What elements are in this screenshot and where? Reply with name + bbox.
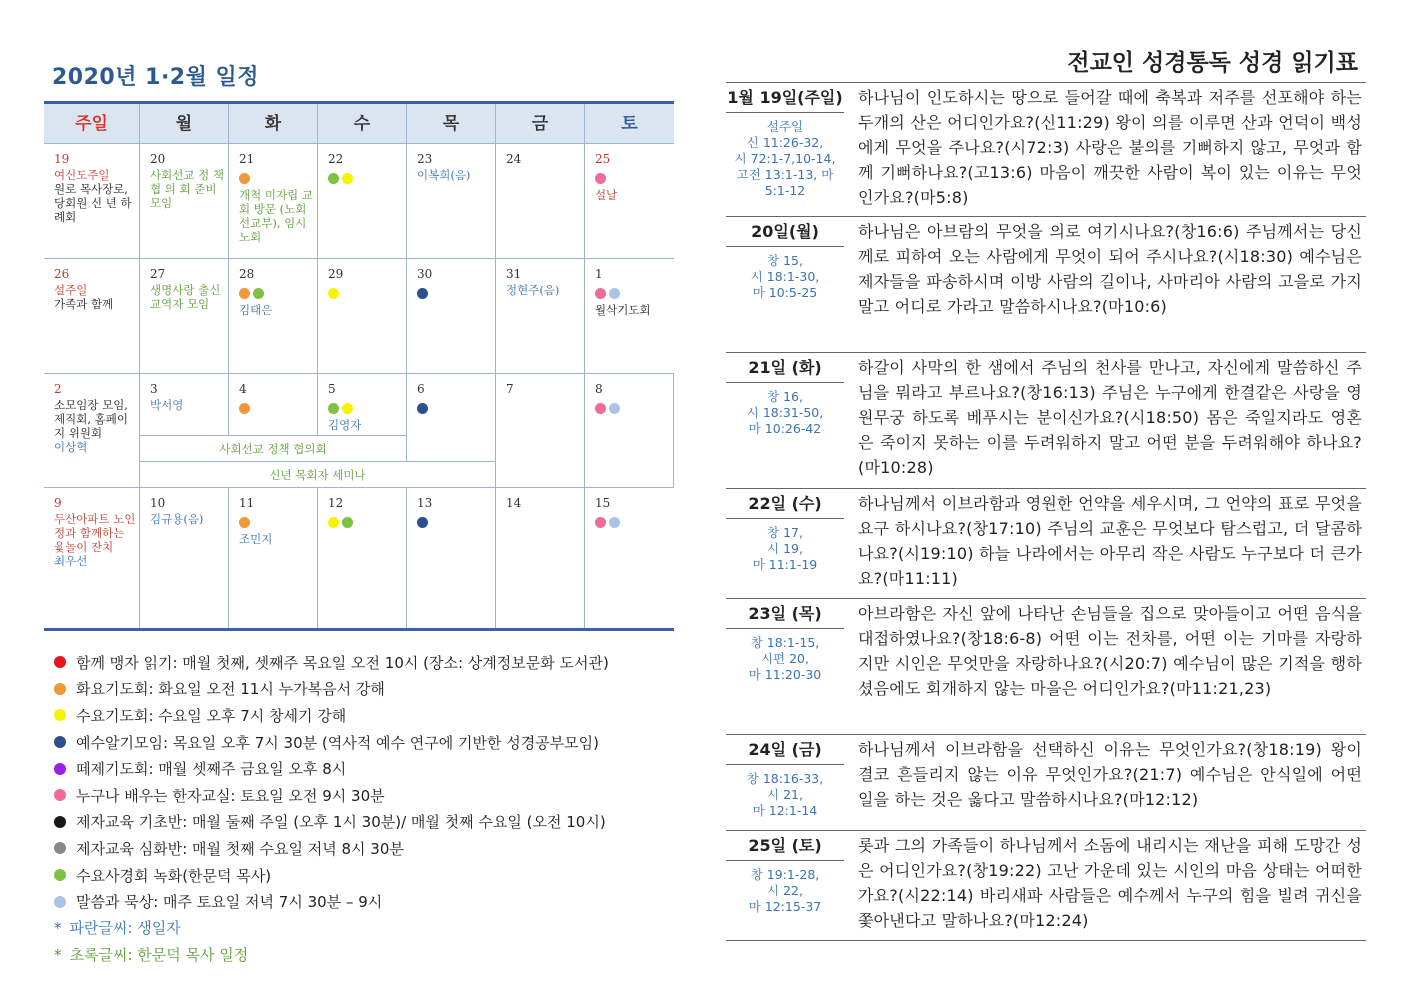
day-event-text: 김영자 xyxy=(328,418,362,432)
legend-text: 누구나 배우는 한자교실: 토요일 오전 9시 30분 xyxy=(76,786,385,805)
day-number: 4 xyxy=(239,382,247,396)
legend-item xyxy=(54,729,674,756)
reading-plan-section xyxy=(726,46,1366,941)
event-dot-icon xyxy=(239,517,250,528)
legend-item xyxy=(54,862,674,889)
calendar-day xyxy=(140,144,229,258)
calendar-day xyxy=(318,144,407,258)
legend-item xyxy=(54,676,674,703)
calendar-day xyxy=(140,259,229,373)
legend-text: 제자교육 기초반: 매월 둘째 주일 (오후 1시 30분)/ 매월 첫째 수요일 (오전 10시) xyxy=(76,813,606,832)
calendar-section xyxy=(44,58,674,968)
legend-items xyxy=(54,649,674,915)
day-number: 23 xyxy=(417,152,433,166)
reading-entry xyxy=(726,217,1366,353)
legend-dot-icon xyxy=(54,683,66,695)
day-number: 12 xyxy=(328,496,344,510)
calendar-weeks xyxy=(44,144,674,628)
day-event-text: 조민지 xyxy=(239,532,273,546)
day-event-text: 사회선교 정 책 협 의 회 준비모임 xyxy=(150,168,224,210)
event-dot-icon xyxy=(342,173,353,184)
day-number: 26 xyxy=(54,267,70,281)
event-dot-icon xyxy=(417,403,428,414)
reading-entry xyxy=(726,599,1366,735)
day-number: 6 xyxy=(417,382,425,396)
entry-date-column xyxy=(726,353,844,488)
calendar-day xyxy=(407,259,496,373)
entry-question-text: 아브라함은 자신 앞에 나타난 손님들을 집으로 맞아들이고 어떤 음식을 대접하였나요?(창18:6-8) 어떤 이는 전차를, 어떤 이는 기마를 자랑하지만 시인은 무엇만을 자랑하나요?(시20:7) 예수님이 많은 기적을 행하셨음에도 회개하지 않는 마을은 어디인가요?(마11:21,23) xyxy=(858,604,1362,698)
event-dots xyxy=(239,514,317,530)
legend xyxy=(44,649,674,968)
legend-item xyxy=(54,755,674,782)
day-event-text: 최우선 xyxy=(54,554,88,568)
event-dot-icon xyxy=(595,517,606,528)
event-dot-icon xyxy=(239,403,250,414)
event-dots xyxy=(417,514,495,530)
calendar-day xyxy=(318,259,407,373)
weekday-2: 화 xyxy=(229,104,318,143)
weekday-1: 월 xyxy=(140,104,229,143)
legend-item xyxy=(54,782,674,809)
entry-scripture-refs: 창 17, 시 19, 마 11:1-19 xyxy=(752,525,818,572)
entry-question-text: 하갈이 사막의 한 샘에서 주님의 천사를 만나고, 자신에게 말씀하신 주님을 뭐라고 부르나요?(창16:13) 주님은 누구에게 한결같은 사랑을 영원무궁 하도록 베푸시는 분이신가요?(시18:50) 몸은 죽일지라도 영혼은 죽이지 못하는 이를 두려워하지 말고 어떤 분을 두려워해야 하나요?(마10:28) xyxy=(858,358,1362,477)
event-dot-icon xyxy=(328,403,339,414)
legend-item xyxy=(54,888,674,915)
day-number: 24 xyxy=(506,152,522,166)
day-number: 15 xyxy=(595,496,611,510)
day-event-text: 이복희(음) xyxy=(417,168,471,182)
day-event-text: 이상혁 xyxy=(54,440,88,454)
day-number: 29 xyxy=(328,267,344,281)
day-number: 30 xyxy=(417,267,433,281)
entry-scripture-refs: 창 18:1-15, 시편 20, 마 11:20-30 xyxy=(748,635,822,682)
weekday-5: 금 xyxy=(496,104,585,143)
day-event-text: 정현주(음) xyxy=(506,283,560,297)
legend-note xyxy=(54,942,674,969)
legend-dot-icon xyxy=(54,763,66,775)
legend-dot-icon xyxy=(54,869,66,881)
entry-question-text: 하나님은 아브람의 무엇을 의로 여기시나요?(창16:6) 주님께서는 당신께로 피하여 오는 사람에게 무엇이 되어 주시나요?(시18:30) 예수님은 제자들을 파송하시며 이방 사람의 길이나, 사마리아 사람의 고을로 가지 말고 어디로 가라고 말씀하시나요?(마10:6) xyxy=(858,222,1362,316)
legend-text: 수요기도회: 수요일 오후 7시 창세기 강해 xyxy=(76,706,347,725)
legend-note-text: 파란글씨: 생일자 xyxy=(69,918,181,937)
day-number: 1 xyxy=(595,267,603,281)
event-dots xyxy=(417,400,495,416)
event-dot-icon xyxy=(342,517,353,528)
weekday-6: 토 xyxy=(621,114,638,134)
reading-entry xyxy=(726,735,1366,831)
day-event-text: 설날 xyxy=(595,188,618,202)
event-dots xyxy=(239,170,317,186)
day-number: 3 xyxy=(150,382,158,396)
reading-plan-title: 전교인 성경통독 성경 읽기표 xyxy=(1067,50,1358,76)
calendar-day xyxy=(496,488,585,628)
legend-dot-icon xyxy=(54,789,66,801)
weekday-3: 수 xyxy=(318,104,407,143)
calendar-day xyxy=(407,488,496,628)
event-dots xyxy=(239,285,317,301)
legend-dot-icon xyxy=(54,896,66,908)
calendar-title: 2020년 1·2월 일정 xyxy=(52,65,260,90)
calendar-day xyxy=(229,488,318,628)
day-event-text: 가족과 함께 xyxy=(54,297,114,311)
day-number: 14 xyxy=(506,496,522,510)
multi-day-event: 사회선교 정책 협의회 xyxy=(140,435,407,461)
day-number: 25 xyxy=(595,152,611,166)
weekday-0: 주일 xyxy=(44,104,140,143)
entry-scripture-refs: 창 16, 시 18:31-50, 마 10:26-42 xyxy=(746,389,824,436)
legend-text: 화요기도회: 화요일 오전 11시 누가복음서 강해 xyxy=(76,680,385,699)
day-number: 31 xyxy=(506,267,522,281)
event-dots xyxy=(417,285,495,301)
day-number: 13 xyxy=(417,496,433,510)
legend-dot-icon xyxy=(54,842,66,854)
entry-date: 20일(월) xyxy=(726,217,844,247)
day-number: 27 xyxy=(150,267,166,281)
reading-entry xyxy=(726,489,1366,599)
entry-date: 1월 19일(주일) xyxy=(726,83,844,113)
day-event-text: 박서영 xyxy=(150,398,184,412)
event-dots xyxy=(328,170,406,186)
event-dot-icon xyxy=(253,288,264,299)
day-event-text: 여신도주일 xyxy=(54,168,110,182)
calendar-day xyxy=(585,144,674,258)
event-dot-icon xyxy=(609,517,620,528)
event-dot-icon xyxy=(239,288,250,299)
day-number: 28 xyxy=(239,267,255,281)
asterisk-icon: * xyxy=(54,945,62,964)
legend-item xyxy=(54,835,674,862)
weekday-header xyxy=(44,104,674,144)
weekday-4: 목 xyxy=(407,104,496,143)
reading-plan-entries xyxy=(726,83,1366,941)
day-event-text: 김규용(음) xyxy=(150,512,204,526)
calendar-day xyxy=(44,259,140,373)
legend-text: 예수알기모임: 목요일 오후 7시 30분 (역사적 예수 연구에 기반한 성경공부모임) xyxy=(76,733,600,752)
day-event-text: 생명사랑 출신 교역자 모임 xyxy=(150,283,221,311)
legend-note-text: 초록글씨: 한문덕 목사 일정 xyxy=(69,945,249,964)
event-dots xyxy=(328,400,406,416)
day-event-text: 설주일 xyxy=(54,283,88,297)
event-dots xyxy=(595,170,674,186)
multi-day-event: 신년 목회자 세미나 xyxy=(140,461,496,487)
entry-date-column xyxy=(726,489,844,598)
entry-question-text: 하나님께서 이브라함과 영원한 언약을 세우시며, 그 언약의 표로 무엇을 요구 하시나요?(창17:10) 주님의 교훈은 무엇보다 탐스럽고, 더 달콤하나요?(시19:10) 하늘 나라에서는 아무리 작은 사람도 누구보다 더 큰가요?(마11:11) xyxy=(858,494,1362,588)
calendar-day xyxy=(318,488,407,628)
entry-question-text: 하나님께서 이브라함을 선택하신 이유는 무엇인가요?(창18:19) 왕이 결코 흔들리지 않는 이유 무엇인가요?(21:7) 예수님은 안식일에 어떤 일을 하는 것은 옳다고 말씀하시나요?(마12:12) xyxy=(858,740,1362,809)
event-dot-icon xyxy=(328,517,339,528)
event-dot-icon xyxy=(595,288,606,299)
calendar-day xyxy=(585,259,674,373)
reading-entry xyxy=(726,83,1366,217)
calendar-day xyxy=(496,259,585,373)
entry-scripture-refs: 설주일 신 11:26-32, 시 72:1-7,10-14, 고전 13:1-13, 마 5:1-12 xyxy=(734,119,836,198)
day-event-text: 월삭기도회 xyxy=(595,303,651,317)
calendar-week xyxy=(44,259,674,374)
entry-date: 23일 (목) xyxy=(726,599,844,629)
legend-text: 수요사경회 녹화(한문덕 목사) xyxy=(76,866,272,885)
event-dots xyxy=(328,514,406,530)
asterisk-icon: * xyxy=(54,918,62,937)
day-number: 7 xyxy=(506,382,514,396)
calendar-day xyxy=(585,374,674,487)
event-dots xyxy=(595,514,674,530)
entry-date-column xyxy=(726,831,844,940)
legend-item xyxy=(54,809,674,836)
reading-entry xyxy=(726,353,1366,489)
event-dots xyxy=(595,400,673,416)
entry-date-column xyxy=(726,83,844,216)
entry-scripture-refs: 창 18:16-33, 시 21, 마 12:1-14 xyxy=(746,771,824,818)
calendar-day xyxy=(229,259,318,373)
calendar-day xyxy=(44,374,140,487)
event-dot-icon xyxy=(609,403,620,414)
event-dot-icon xyxy=(595,403,606,414)
reading-entry xyxy=(726,831,1366,941)
calendar-day xyxy=(44,488,140,628)
legend-item xyxy=(54,702,674,729)
event-dot-icon xyxy=(328,173,339,184)
day-number: 19 xyxy=(54,152,70,166)
event-dot-icon xyxy=(609,288,620,299)
event-dot-icon xyxy=(595,173,606,184)
event-dot-icon xyxy=(342,403,353,414)
entry-scripture-refs: 창 15, 시 18:1-30, 마 10:5-25 xyxy=(750,253,820,300)
day-number: 8 xyxy=(595,382,603,396)
day-number: 5 xyxy=(328,382,336,396)
calendar-table xyxy=(44,101,674,631)
entry-date: 22일 (수) xyxy=(726,489,844,519)
day-event-text: 개척 미자립 교회 방문 (노회 선교부), 임시노회 xyxy=(239,188,313,244)
entry-date-column xyxy=(726,735,844,830)
calendar-day xyxy=(496,374,585,487)
entry-question-text: 롯과 그의 가족들이 하나님께서 소돔에 내리시는 재난을 피해 도망간 성은 어디인가요?(창19:22) 고난 가운데 있는 시인의 마음 상태는 어떠한가요?(시22:14) 바리새파 사람들은 예수께서 누구의 힘을 빌려 귀신을 쫓아낸다고 말하나요?(마12:24) xyxy=(858,836,1362,930)
day-number: 20 xyxy=(150,152,166,166)
calendar-day xyxy=(140,488,229,628)
legend-text: 제자교육 심화반: 매월 첫째 수요일 저녁 8시 30분 xyxy=(76,839,404,858)
day-number: 21 xyxy=(239,152,255,166)
entry-date: 21일 (화) xyxy=(726,353,844,383)
day-event-text: 두산아파트 노인정과 함께하는 윷놀이 잔치 xyxy=(54,512,136,554)
calendar-day xyxy=(44,144,140,258)
day-number: 11 xyxy=(239,496,255,510)
calendar-day xyxy=(585,488,674,628)
event-dot-icon xyxy=(239,173,250,184)
legend-text: 말씀과 묵상: 매주 토요일 저녁 7시 30분 – 9시 xyxy=(76,893,383,912)
entry-date: 25일 (토) xyxy=(726,831,844,861)
day-number: 10 xyxy=(150,496,166,510)
entry-question-text: 하나님이 인도하시는 땅으로 들어갈 때에 축복과 저주를 선포해야 하는 두개의 산은 어디인가요?(신11:29) 왕이 의를 이루면 산과 언덕이 백성에게 무엇을 주나요?(시72:3) 사랑은 불의를 기뻐하지 않고, 무엇과 함께 기뻐하나요?(고13:6) 마음이 깨끗한 사람이 복이 있는 이유는 무엇인가요?(마5:8) xyxy=(858,88,1362,207)
entry-date-column xyxy=(726,599,844,734)
calendar-day xyxy=(407,144,496,258)
event-dots xyxy=(239,400,317,416)
legend-dot-icon xyxy=(54,736,66,748)
day-event-text: 원로 목사장로, 당회원 신 년 하례회 xyxy=(54,182,132,224)
legend-text: 함께 맹자 읽기: 매월 첫째, 셋째주 목요일 오전 10시 (장소: 상계정보문화 도서관) xyxy=(76,653,609,672)
day-number: 9 xyxy=(54,496,62,510)
day-number: 2 xyxy=(54,382,62,396)
legend-dot-icon xyxy=(54,816,66,828)
event-dots xyxy=(595,285,674,301)
calendar-week xyxy=(44,374,674,488)
legend-notes xyxy=(54,915,674,968)
legend-dot-icon xyxy=(54,656,66,668)
event-dot-icon xyxy=(417,517,428,528)
legend-note xyxy=(54,915,674,942)
day-event-text: 소모임장 모임, 제직회, 홈페이지 위원회 xyxy=(54,398,128,440)
entry-scripture-refs: 창 19:1-28, 시 22, 마 12:15-37 xyxy=(748,867,822,914)
day-event-text: 김태은 xyxy=(239,303,273,317)
calendar-day xyxy=(229,144,318,258)
legend-item xyxy=(54,649,674,676)
calendar-week xyxy=(44,144,674,259)
calendar-week xyxy=(44,488,674,628)
event-dots xyxy=(328,285,406,301)
event-dot-icon xyxy=(417,288,428,299)
calendar-day xyxy=(496,144,585,258)
legend-text: 떼제기도회: 매월 셋째주 금요일 오후 8시 xyxy=(76,760,347,779)
event-dot-icon xyxy=(328,288,339,299)
entry-date-column xyxy=(726,217,844,352)
legend-dot-icon xyxy=(54,709,66,721)
day-number: 22 xyxy=(328,152,344,166)
entry-date: 24일 (금) xyxy=(726,735,844,765)
